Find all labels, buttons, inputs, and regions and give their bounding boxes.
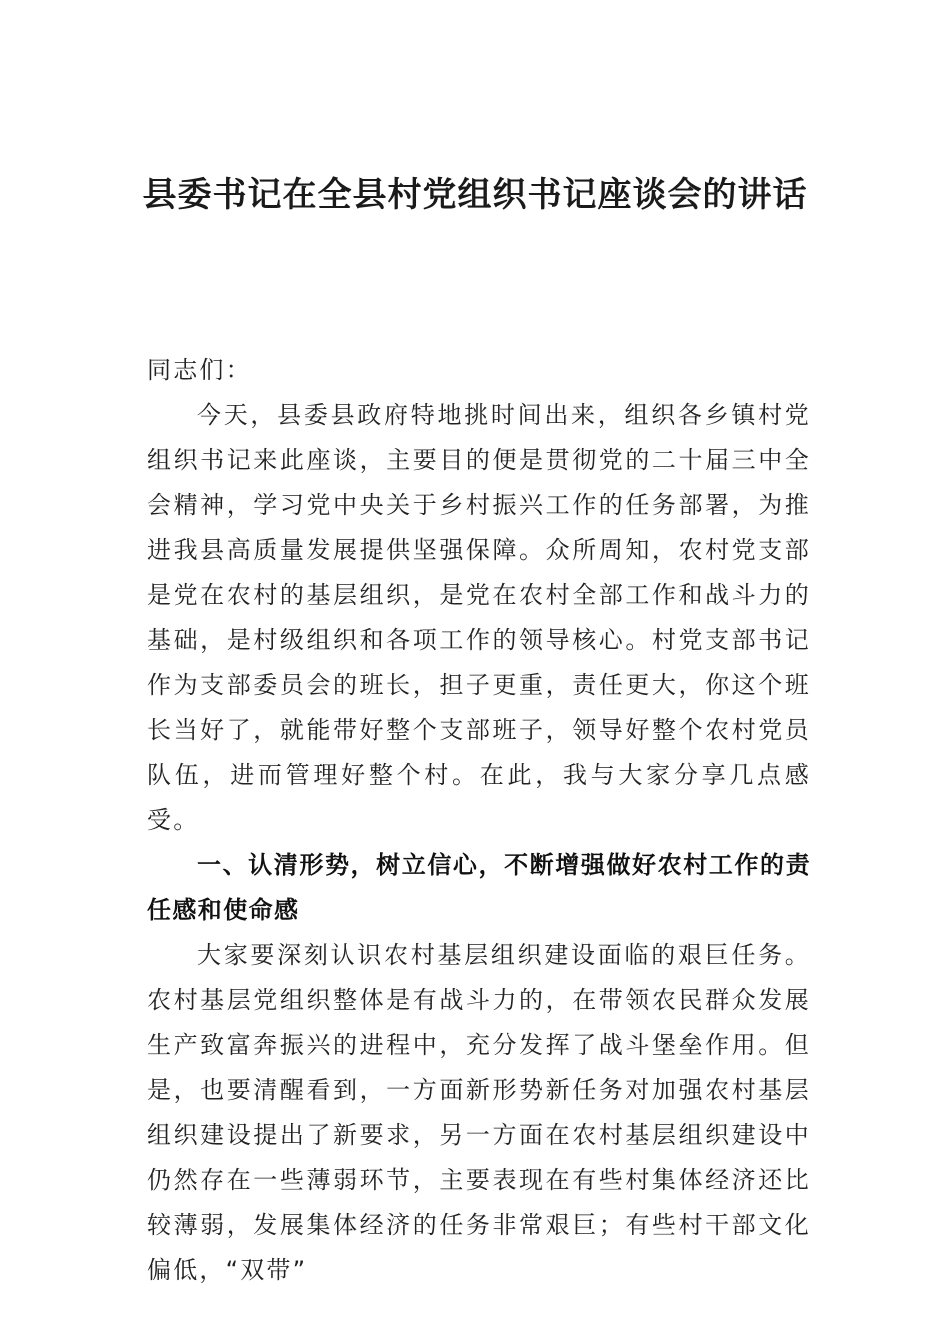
document-body — [147, 348, 811, 1293]
section-paragraph: 大家要深刻认识农村基层组织建设面临的艰巨任务。农村基层党组织整体是有战斗力的，在带领农民群众发展生产致富奔振兴的进程中，充分发挥了战斗堡垒作用。但是，也要清醒看到，一方面新形势新任务对加强农村基层组织建设提出了新要求，另一方面在农村基层组织建设中仍然存在一些薄弱环节，主要表现在有些村集体经济还比较薄弱，发展集体经济的任务非常艰巨；有些村干部文化偏低，“双带” — [147, 941, 811, 1284]
salutation: 同志们： — [147, 356, 252, 384]
body-paragraph: 今天，县委县政府特地挑时间出来，组织各乡镇村党组织书记来此座谈，主要目的便是贯彻党的二十届三中全会精神，学习党中央关于乡村振兴工作的任务部署，为推进我县高质量发展提供坚强保障。众所周知，农村党支部是党在农村的基层组织，是党在农村全部工作和战斗力的基础，是村级组织和各项工作的领导核心。村党支部书记作为支部委员会的班长，担子更重，责任更大，你这个班长当好了，就能带好整个支部班子，领导好整个农村党员队伍，进而管理好整个村。在此，我与大家分享几点感受。 — [147, 401, 811, 834]
document-title: 县委书记在全县村党组织书记座谈会的讲话 — [142, 175, 808, 215]
section-heading: 一、认清形势，树立信心，不断增强做好农村工作的责任感和使命感 — [147, 851, 811, 924]
